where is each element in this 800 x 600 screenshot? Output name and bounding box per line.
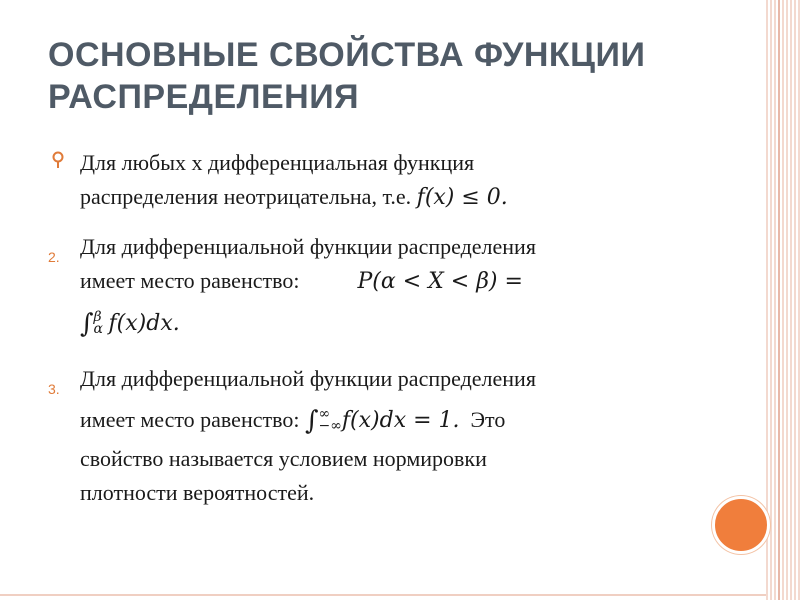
- item-2-line-1: Для дифференциальной функции распределения: [80, 234, 536, 259]
- title-line-2: РАСПРЕДЕЛЕНИЯ: [48, 78, 360, 116]
- item-3-line-2: [80, 402, 720, 438]
- integral-sign-1: ∫: [80, 309, 94, 339]
- list-item-1: [48, 146, 748, 222]
- list-item-2: [48, 230, 748, 348]
- item-3-text: имеет место равенство:: [80, 407, 305, 432]
- decorative-orange-circle: [712, 496, 770, 554]
- upper-limit-2: ∞: [318, 405, 331, 422]
- integral-limits-2: [318, 405, 342, 434]
- item-1-line-1: Для любых x дифференциальная функция: [80, 150, 475, 175]
- item-3-line-1: Для дифференциальной функции распределения: [80, 366, 536, 391]
- item-3-line-4: плотности вероятностей.: [80, 480, 315, 505]
- item-3-formula: f(x)dx = 1.: [341, 408, 460, 433]
- item-1-text: распределения неотрицательна, т.е.: [80, 184, 417, 209]
- item-3-line-3: свойство называется условием нормировки: [80, 446, 487, 471]
- bottom-divider: [0, 594, 766, 596]
- list-marker-2: 2.: [48, 249, 60, 265]
- list-item-3: [48, 362, 748, 522]
- title-line-1: ОСНОВНЫЕ СВОЙСТВА ФУНКЦИИ: [48, 36, 646, 74]
- bullet-ring-icon: [50, 150, 70, 170]
- decorative-stripes: [766, 0, 800, 600]
- item-1-line-2: [80, 180, 720, 215]
- item-3-text-after: Это: [459, 407, 506, 432]
- item-2-text: имеет место равенство:: [80, 268, 300, 293]
- item-2-formula-part-1: P(α < X < β) =: [357, 269, 523, 294]
- item-2-formula-part-2: f(x)dx.: [108, 311, 180, 336]
- integral-sign-2: ∫: [304, 406, 319, 436]
- lower-limit-2: −∞: [318, 417, 342, 434]
- item-2-line-2: [80, 264, 720, 299]
- slide-title: [48, 34, 748, 118]
- item-2-line-3: [80, 305, 720, 341]
- integral-limits-1: [93, 308, 104, 337]
- list-marker-3: 3.: [48, 381, 60, 397]
- upper-limit-1: β: [93, 308, 102, 325]
- item-1-formula: f(x) ≤ 0.: [416, 185, 508, 210]
- lower-limit-1: α: [93, 320, 104, 337]
